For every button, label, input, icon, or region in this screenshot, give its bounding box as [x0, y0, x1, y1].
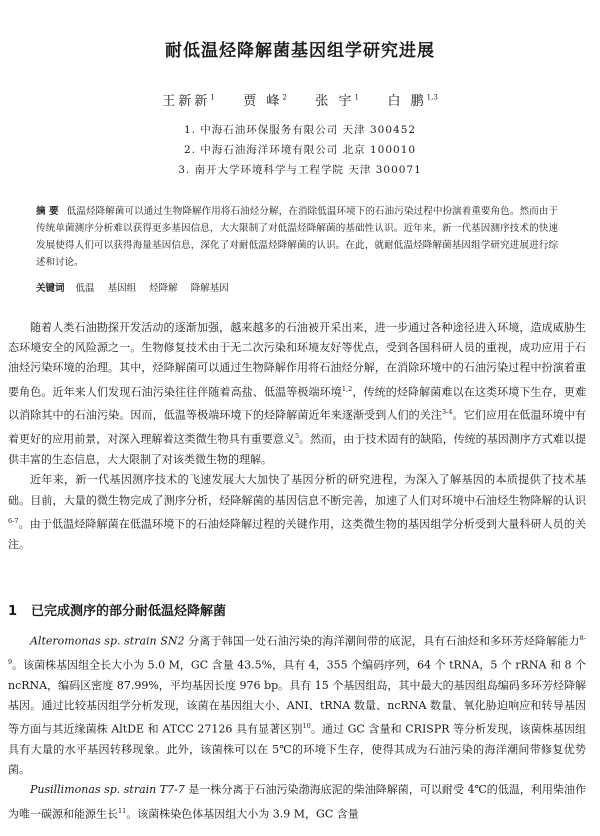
section-heading	[8, 600, 586, 619]
section-text: 是一株分离于石油污染渤海底泥的柴油降解菌，可以耐受 4℃的低温，利用柴油作为唯一碳源和能源生长	[8, 783, 586, 821]
keywords	[36, 280, 558, 294]
citation: 8-9	[8, 634, 587, 666]
author-affiliation-mark: 2	[282, 93, 287, 102]
section-text: 。该菌株基因组全长大小为 5.0 M，GC 含量 43.5%，具有 4，355 个编码序列，64 个 tRNA，5 个 rRNA 和 8 个 ncRNA，编码区密度 87.99%，平均基因长度 976 bp。具有 15 个基因组岛，其中最大的基因组岛编码多环芳烃降解基因。通过比较基因组学分析发现，该菌在基因组大小、ANI、tRNA 数量、ncRNA 数量、氧化胁迫响应和转导基因等方面与其近缘菌株 AltDE 和 ATCC 27126 具有显著区别	[8, 658, 586, 736]
species-name: Pusillimonas sp. strain T7-7	[30, 783, 185, 797]
author-affiliation-mark: 1	[210, 93, 215, 102]
keyword: 低温	[75, 283, 95, 294]
intro-text: 随着人类石油勘探开发活动的逐渐加强，越来越多的石油被开采出来，进一步通过各种途径进入环境，造成威胁生态环境安全的风险源之一。生物修复技术由于无二次污染和环境友好等优点，受到各国科研人员的重视，成功应用于石油烃污染环境的治理。其中，烃降解菌可以通过生物降解作用将石油烃分解，在消除环境中的石油污染过程中扮演着重要角色。近年来人们发现石油污染往往伴随着高盐、低温等极端环境	[8, 321, 586, 399]
section-body	[8, 628, 586, 824]
section-number: 1	[8, 604, 18, 619]
author-list	[0, 90, 600, 109]
author-name: 王新新	[162, 94, 211, 109]
affiliation-line: 2. 中海石油海洋环境有限公司 北京 100010	[183, 144, 417, 156]
abstract	[36, 203, 558, 271]
citation: 3-4	[442, 408, 453, 417]
keyword: 降解基因	[190, 283, 229, 294]
citation: 11	[118, 806, 127, 815]
species-name: Alteromonas sp. strain SN2	[30, 634, 185, 648]
citation: 6-7	[8, 516, 19, 525]
citation: 1,2	[341, 384, 353, 393]
intro-text: 近年来，新一代基因测序技术的飞速发展大大加快了基因分析的研究进程，为深入了解基因的本质提供了技术基础。目前，大量的微生物完成了测序分析，烃降解菌的基因信息不断完善，加速了人们对环境中石油烃生物降解的认识	[8, 473, 586, 507]
author-affiliation-mark: 1	[354, 93, 359, 102]
author-name: 贾 峰	[243, 94, 283, 109]
author-name: 白 鹏	[387, 94, 427, 109]
section-title: 已完成测序的部分耐低温烃降解菌	[31, 604, 227, 619]
abstract-label: 摘 要	[36, 206, 59, 217]
keyword: 烃降解	[149, 283, 178, 294]
intro-text: 。由于低温烃降解菌在低温环境下的石油烃降解过程的关键作用，这类微生物的基因组学分析受到大量科研人员的关注。	[8, 517, 586, 551]
intro-text: ，传统的烃降解菌难以在这类环境下生存，更难以消除其中的石油污染。因而，低温等极端环境下的烃降解菌近年来逐渐受到人们的关注	[8, 385, 587, 423]
paper-title: 耐低温烃降解菌基因组学研究进展	[165, 41, 435, 61]
section-text: 分离于韩国一处石油污染的海洋潮间带的底泥，具有石油烃和多环芳烃降解能力	[184, 634, 580, 648]
section-text: 。通过 GC 含量和 CRISPR 等分析发现，该菌株基因组具有大量的水平基因转移现象。此外，该菌株可以在 5℃的环境下生存，使得其成为石油污染的海洋潮间带修复优势菌。	[8, 722, 587, 777]
introduction	[8, 318, 586, 555]
keyword: 基因组	[107, 283, 137, 294]
section-text: 。该菌株染色体基因组大小为 3.9 M，GC 含量	[126, 807, 359, 821]
citation: 10	[302, 722, 311, 731]
intro-paragraph	[8, 470, 586, 554]
keywords-label: 关键词	[36, 283, 65, 294]
intro-text: 。它们应用在低温环境中有着更好的应用前景，对深入理解着这类微生物具有重要意义	[8, 409, 587, 446]
intro-text: 。然而，由于技术固有的缺陷，传统的基因测序方式难以提供丰富的生态信息，大大限制了对该类微生物的理解。	[8, 432, 587, 467]
citation: 5	[294, 432, 300, 441]
affiliation-line: 3. 南开大学环境科学与工程学院 天津 300071	[178, 164, 422, 176]
author-name: 张 宇	[315, 94, 355, 109]
intro-paragraph	[8, 318, 586, 470]
author-affiliation-mark: 1,3	[426, 93, 438, 102]
section-paragraph	[8, 780, 586, 824]
abstract-text: 低温烃降解菌可以通过生物降解作用将石油烃分解，在消除低温环境下的石油污染过程中扮演着重要角色。然而由于传统单菌测序分析难以获得更多基因信息，大大限制了对低温烃降解菌的基础性认识。近年来，新一代基因测序技术的快速发展使得人们可以获得海量基因信息，深化了对耐低温烃降解菌的认识。在此，就耐低温烃降解菌基因组学研究进展进行综述和讨论。	[36, 206, 558, 268]
section-paragraph	[8, 628, 586, 780]
affiliation-line: 1. 中海石油环保服务有限公司 天津 300452	[183, 124, 417, 136]
